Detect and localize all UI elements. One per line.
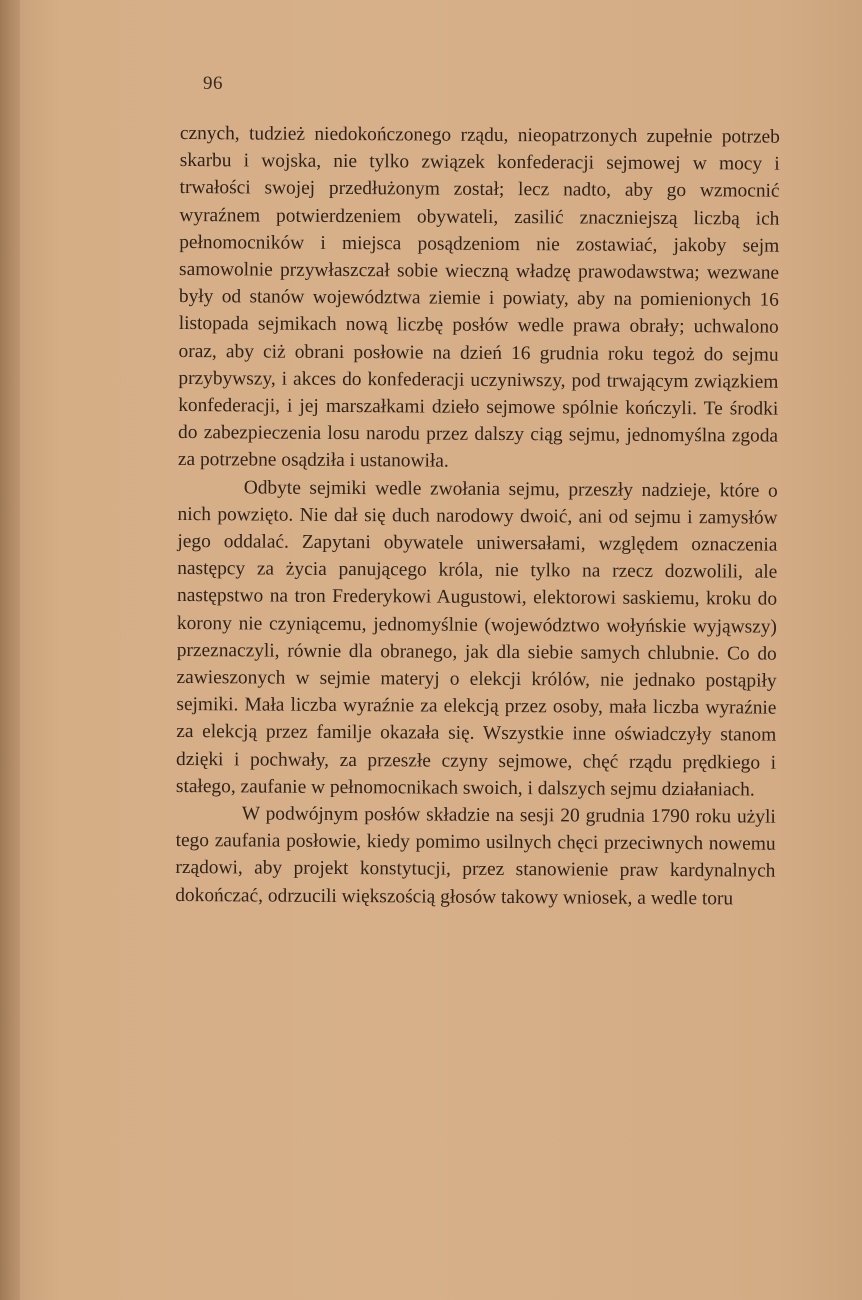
paragraph-1: cznych, tudzież niedokończonego rządu, nieopatrzonych zupełnie potrzeb skarbu i wojska, nie tylko związek konfederacji sejmowej w mocy i trwałości swojej przedłużonym został; lecz nadto, aby go wzmocnić wyraźnem potwierdzeniem obywateli, zasilić znaczniejszą liczbą ich pełnomocników i miejsca posądzeniom nie zostawiać, jakoby sejm samowolnie przywłaszczał sobie wieczną władzę prawodawstwa; wezwane były od stanów województwa ziemie i powiaty, aby na pomienionych 16 listopada sejmikach nową liczbę posłów wedle prawa obrały; uchwalono oraz, aby ciż obrani posłowie na dzień 16 grudnia roku tegoż do sejmu przybywszy, i akces do konfederacji uczyniwszy, pod trwającym związkiem konfederacji, i jej marszałkami dzieło sejmowe spólnie kończyli. Te środki do zabezpieczenia losu narodu przez dalszy ciąg sejmu, jednomyślna zgoda za potrzebne osądziła i ustanowiła. [177,122,780,473]
paragraph-3: W podwójnym posłów składzie na sesji 20 grudnia 1790 roku użyli tego zaufania posłowie, kiedy pomimo usilnych chęci przeciwnych nowemu rządowi, aby projekt konstytucji, przez stanowienie praw kardynalnych dokończać, odrzucili większością głosów takowy wniosek, a wedle toru [175,803,776,910]
body-text [175,120,780,913]
page-number: 96 [203,73,223,94]
paragraph-2: Odbyte sejmiki wedle zwołania sejmu, przeszły nadzieje, które o nich powzięto. Nie dał się duch narodowy dwoić, ani od sejmu i zamysłów jego oddalać. Zapytani obywatele uniwersałami, względem oznaczenia następcy za życia panującego króla, nie tylko na rzecz dozwolili, ale następstwo na tron Frederykowi Augustowi, elektorowi saskiemu, kroku do korony nie czyniącemu, jednomyślnie (województwo wołyńskie wyjąwszy) przeznaczyli, równie dla obranego, jak dla siebie samych chlubnie. Co do zawieszonych w sejmie materyj o elekcji królów, nie jednako postąpiły sejmiki. Mała liczba wyraźnie za elekcją przez osoby, mała liczba wyraźnie za elekcją przez familje okazała się. Wszystkie inne oświadczyły stanom dzięki i pochwały, za przeszłe czyny sejmowe, chęć rządu prędkiego i stałego, zaufanie w pełnomocnikach swoich, i dalszych sejmu działaniach. [175,477,778,801]
page-binding-edge [0,0,20,1300]
